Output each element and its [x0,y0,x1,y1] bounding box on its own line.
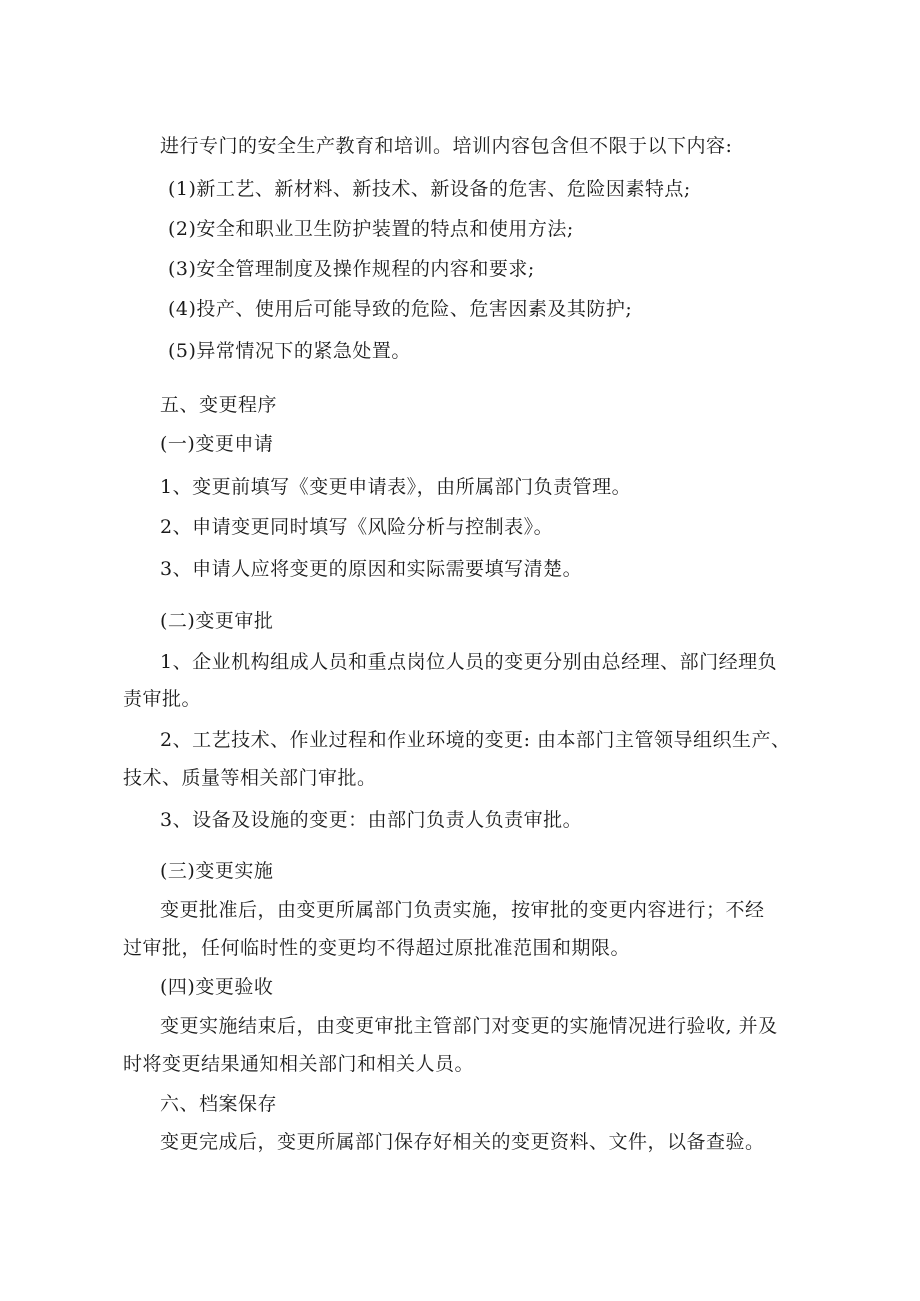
apply-item-3: 3、申请人应将变更的原因和实际需要填写清楚。 [160,558,583,580]
archive-paragraph: 变更完成后，变更所属部门保存好相关的变更资料、文件，以备查验。 [160,1131,765,1153]
training-item-2: (2)安全和职业卫生防护装置的特点和使用方法; [168,218,574,240]
approve-item-1-line-1: 1、企业机构组成人员和重点岗位人员的变更分别由总经理、部门经理负 [160,651,778,673]
accept-line-2: 时将变更结果通知相关部门和相关人员。 [123,1053,475,1075]
apply-item-1: 1、变更前填写《变更申请表》，由所属部门负责管理。 [160,476,632,498]
subsection-heading-approve: (二)变更审批 [160,610,274,632]
intro-paragraph: 进行专门的安全生产教育和培训。培训内容包含但不限于以下内容: [160,135,733,157]
approve-item-2-line-2: 技术、质量等相关部门审批。 [123,767,377,789]
apply-item-2: 2、申请变更同时填写《风险分析与控制表》。 [160,516,554,538]
subsection-heading-apply: (一)变更申请 [160,433,274,455]
training-item-1: (1)新工艺、新材料、新技术、新设备的危害、危险因素特点; [168,178,691,200]
approve-item-3: 3、设备及设施的变更：由部门负责人负责审批。 [160,809,583,831]
implement-line-2: 过审批，任何临时性的变更均不得超过原批准范围和期限。 [123,937,631,959]
training-item-5: (5)异常情况下的紧急处置。 [168,340,411,362]
approve-item-2-line-1: 2、工艺技术、作业过程和作业环境的变更: 由本部门主管领导组织生产、 [160,729,791,751]
approve-item-1-line-2: 责审批。 [123,688,202,710]
section-heading-archive: 六、档案保存 [160,1093,278,1115]
subsection-heading-accept: (四)变更验收 [160,976,274,998]
accept-line-1: 变更实施结束后，由变更审批主管部门对变更的实施情况进行验收, 并及 [160,1015,778,1037]
training-item-4: (4)投产、使用后可能导致的危险、危害因素及其防护; [168,298,633,320]
section-heading-change-procedure: 五、变更程序 [160,394,278,416]
subsection-heading-implement: (三)变更实施 [160,860,274,882]
training-item-3: (3)安全管理制度及操作规程的内容和要求; [168,258,535,280]
implement-line-1: 变更批准后，由变更所属部门负责实施，按审批的变更内容进行；不经 [160,899,765,921]
